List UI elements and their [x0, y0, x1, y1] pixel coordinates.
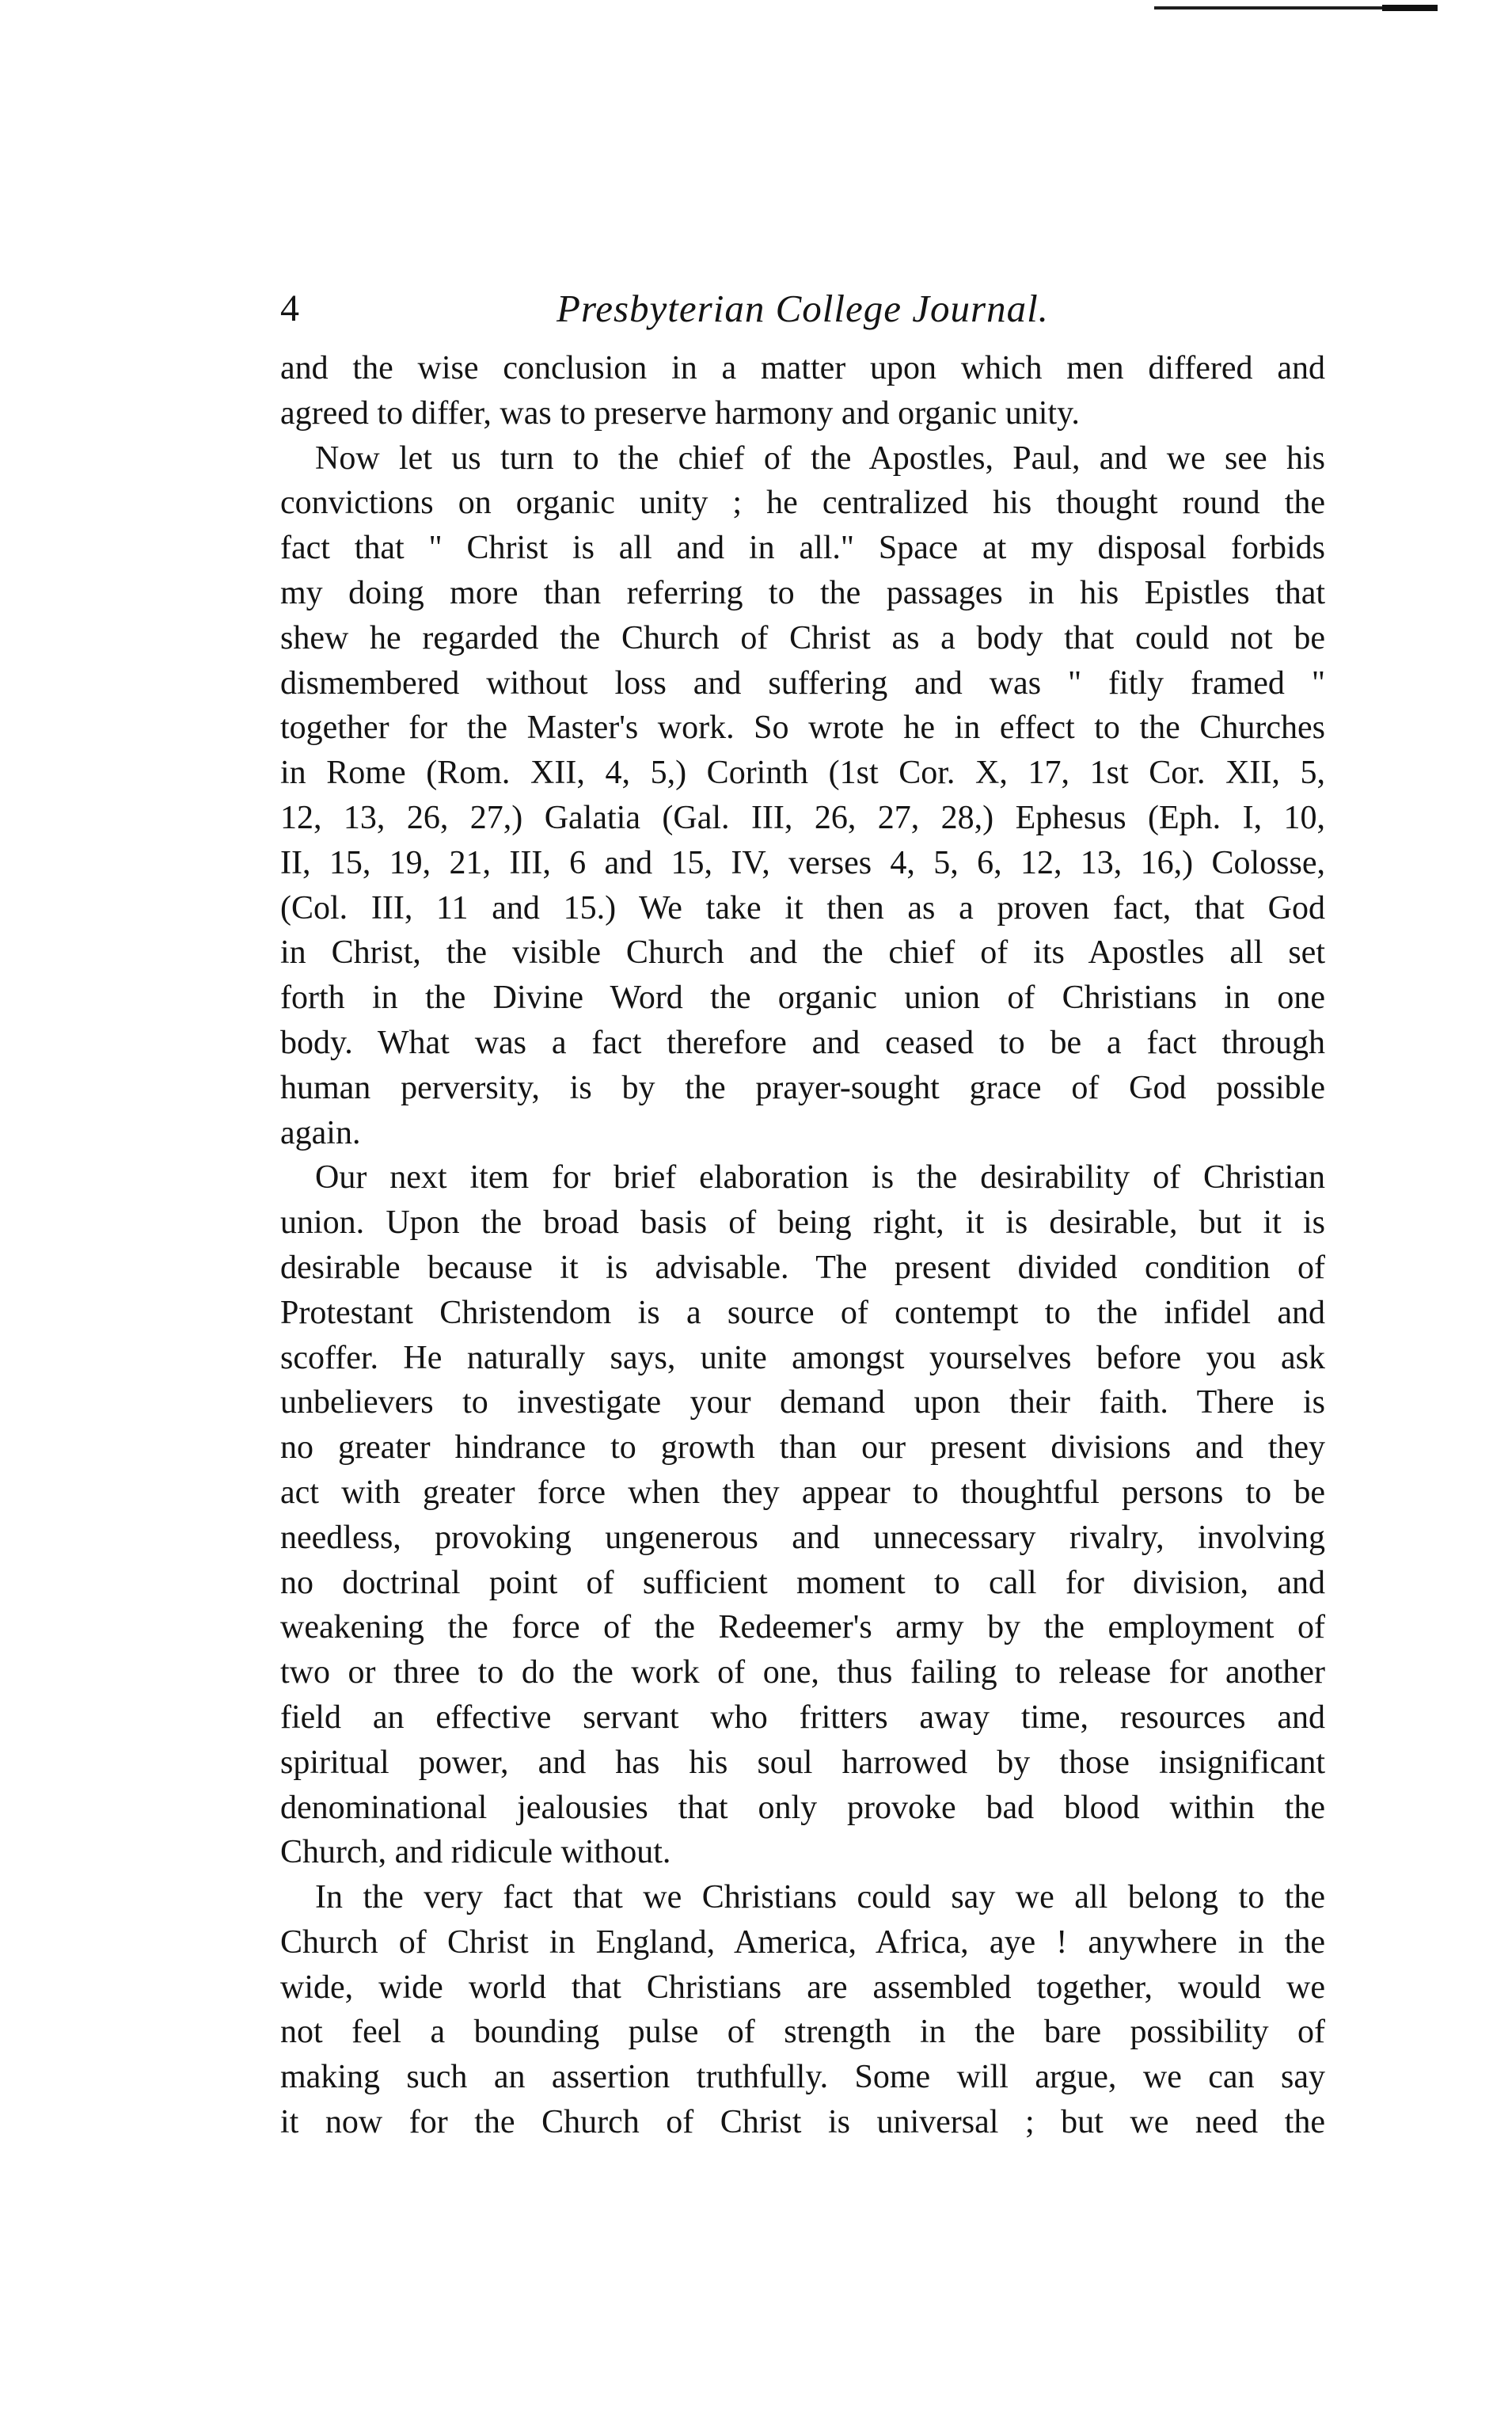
text-line: Protestant Christendom is a source of contempt to the infidel and: [280, 1294, 1325, 1331]
text-line: shew he regarded the Church of Christ as a body that could not be: [280, 619, 1325, 656]
text-line: In the very fact that we Christians could say we all belong to the: [315, 1879, 1325, 1916]
text-line: in Rome (Rom. XII, 4, 5,) Corinth (1st Cor. X, 17, 1st Cor. XII, 5,: [280, 755, 1325, 792]
text-line: fact that " Christ is all and in all." Space at my disposal forbids: [280, 530, 1325, 567]
text-line: no doctrinal point of sufficient moment to call for division, and: [280, 1564, 1325, 1601]
text-line: in Christ, the visible Church and the chief of its Apostles all set: [280, 934, 1325, 972]
text-line: II, 15, 19, 21, III, 6 and 15, IV, verses 4, 5, 6, 12, 13, 16,) Colosse,: [280, 844, 1325, 881]
text-line: convictions on organic unity ; he centralized his thought round the: [280, 485, 1325, 522]
text-line: Church of Christ in England, America, Africa, aye ! anywhere in the: [280, 1923, 1325, 1961]
text-line: my doing more than referring to the passages in his Epistles that: [280, 574, 1325, 611]
text-line: body. What was a fact therefore and ceased to be a fact through: [280, 1024, 1325, 1061]
text-line: Now let us turn to the chief of the Apostles, Paul, and we see his: [315, 439, 1325, 477]
running-title: Presbyterian College Journal.: [557, 287, 1049, 330]
text-line: 12, 13, 26, 27,) Galatia (Gal. III, 26, 27, 28,) Ephesus (Eph. I, 10,: [280, 799, 1325, 836]
text-line: together for the Master's work. So wrote he in effect to the Churches: [280, 710, 1325, 747]
text-line: act with greater force when they appear to thoughtful persons to be: [280, 1474, 1325, 1511]
top-edge-rule: [1154, 6, 1438, 10]
page-header: [280, 281, 1325, 337]
text-line: human perversity, is by the prayer-sought grace of God possible: [280, 1069, 1325, 1106]
page-number: 4: [280, 287, 299, 329]
text-line: not feel a bounding pulse of strength in the bare possibility of: [280, 2014, 1325, 2051]
text-line: agreed to differ, was to preserve harmony and organic unity.: [280, 394, 1080, 432]
text-line: needless, provoking ungenerous and unnecessary rivalry, involving: [280, 1519, 1325, 1556]
text-line: scoffer. He naturally says, unite amongst yourselves before you ask: [280, 1339, 1325, 1376]
text-line: union. Upon the broad basis of being right, it is desirable, but it is: [280, 1204, 1325, 1242]
text-line: and the wise conclusion in a matter upon which men differed and: [280, 350, 1325, 386]
text-line: it now for the Church of Christ is universal ; but we need the: [280, 2104, 1325, 2141]
text-line: desirable because it is advisable. The present divided condition of: [280, 1249, 1325, 1286]
text-line: two or three to do the work of one, thus failing to release for another: [280, 1654, 1325, 1691]
text-line: weakening the force of the Redeemer's army by the employment of: [280, 1609, 1325, 1646]
text-line: dismembered without loss and suffering and was " fitly framed ": [280, 664, 1325, 702]
text-line: Our next item for brief elaboration is the desirability of Christian: [315, 1159, 1325, 1196]
text-line: making such an assertion truthfully. Some will argue, we can say: [280, 2059, 1325, 2096]
text-line: again.: [280, 1114, 361, 1151]
body-text: [280, 346, 1325, 2145]
text-line: (Col. III, 11 and 15.) We take it then as a proven fact, that God: [280, 889, 1325, 926]
text-line: forth in the Divine Word the organic union of Christians in one: [280, 980, 1325, 1017]
text-line: Church, and ridicule without.: [280, 1834, 671, 1871]
text-line: field an effective servant who fritters away time, resources and: [280, 1699, 1325, 1736]
text-line: wide, wide world that Christians are assembled together, would we: [280, 1969, 1325, 2006]
text-line: denominational jealousies that only provoke bad blood within the: [280, 1789, 1325, 1826]
text-line: spiritual power, and has his soul harrowed by those insignificant: [280, 1744, 1325, 1781]
text-line: unbelievers to investigate your demand upon their faith. There is: [280, 1384, 1325, 1421]
text-line: no greater hindrance to growth than our present divisions and they: [280, 1429, 1325, 1467]
